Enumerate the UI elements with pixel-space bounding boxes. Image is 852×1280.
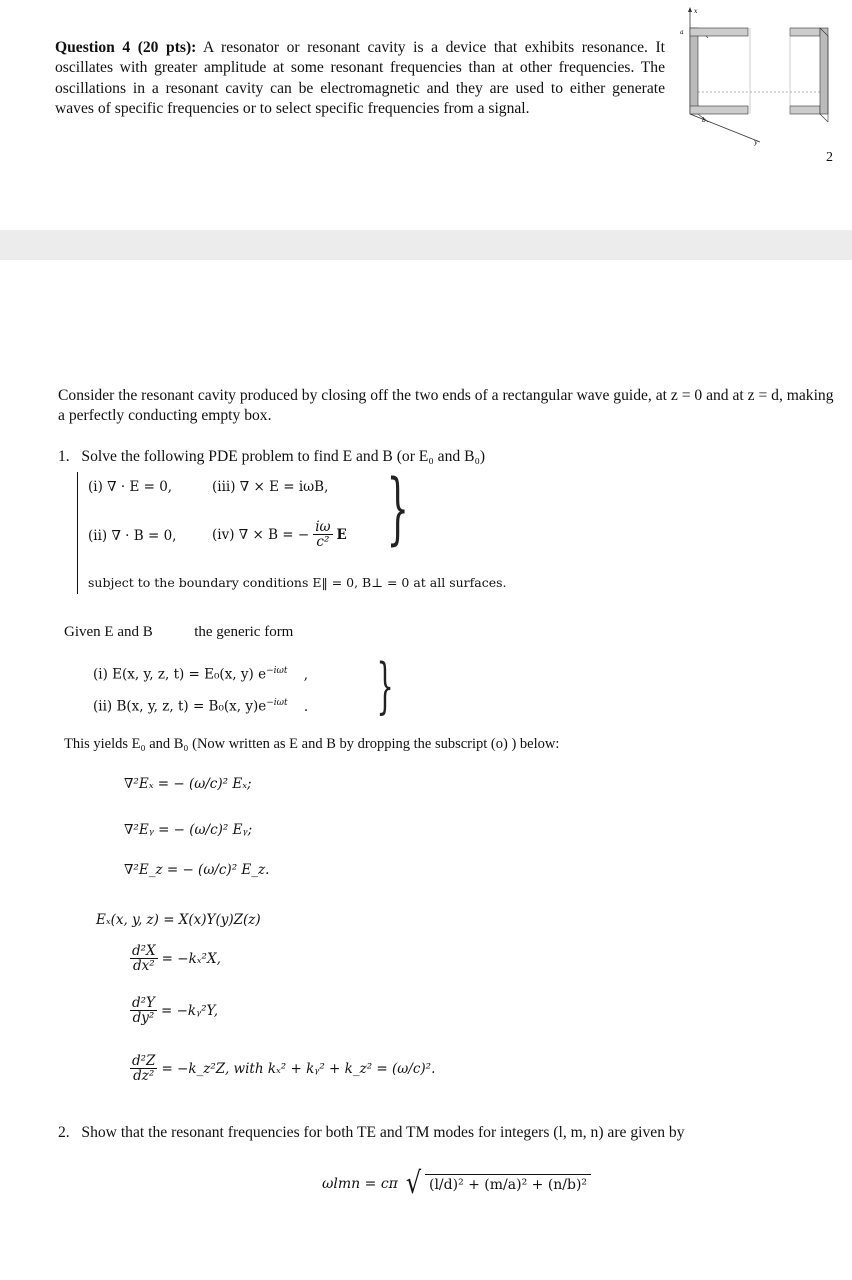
cavity-figure bbox=[678, 4, 848, 148]
generic-form-1-text: (i) E(x, y, z, t) = E₀(x, y) e bbox=[93, 666, 267, 683]
bottom-plate-left bbox=[690, 106, 748, 114]
pde-right-brace: } bbox=[386, 464, 409, 554]
ode-y-frac bbox=[130, 996, 157, 1025]
generic-form-brace: } bbox=[376, 651, 394, 721]
given-tail: the generic form bbox=[194, 624, 294, 640]
left-wall bbox=[690, 28, 698, 114]
sqrt-sign: √ bbox=[405, 1166, 422, 1201]
helmholtz-z: ∇²E_z = − (ω/c)² E_z. bbox=[124, 862, 270, 878]
item-2 bbox=[58, 1124, 685, 1142]
pde-eq-iv-num: iω bbox=[315, 519, 331, 535]
question-body: A resonator or resonant cavity is a device that exhibits resonance. It oscillates with greater amplitude at some resonant frequencies than at other frequencies. The oscillations in a resonant cavity can be electromagnetic and they are used to either generate waves of specific frequencies or to select specific frequencies from a signal. bbox=[55, 39, 666, 117]
pde-eq-iv-rhs: E bbox=[336, 526, 347, 543]
pde-eq-ii: (ii) ∇ · B = 0, bbox=[88, 528, 177, 544]
generic-form-2-end: . bbox=[303, 698, 309, 715]
label-axis-y: y bbox=[754, 139, 758, 146]
item-2-text: Show that the resonant frequencies for both TE and TM modes for integers (l, m, n) are given by bbox=[81, 1124, 685, 1141]
item-2-number: 2. bbox=[58, 1124, 70, 1141]
ode-x-rhs: = −kₓ²X, bbox=[161, 950, 221, 967]
resonant-frequency-formula bbox=[322, 1166, 591, 1201]
ode-z bbox=[130, 1054, 435, 1083]
item-1-text: Solve the following PDE problem to find E and B (or E₀ and B₀) bbox=[81, 448, 486, 465]
pde-box-line bbox=[77, 472, 78, 594]
pde-eq-iv-frac bbox=[313, 520, 332, 549]
top-plate-left bbox=[690, 28, 748, 36]
generic-form-2-exp: −iωt bbox=[266, 698, 288, 708]
ode-y-rhs: = −kᵧ²Y, bbox=[160, 1002, 219, 1019]
given-line bbox=[64, 624, 293, 641]
ode-y bbox=[130, 996, 218, 1025]
ode-x bbox=[130, 944, 221, 973]
generic-form-1 bbox=[93, 666, 308, 683]
ode-y-den: dy² bbox=[132, 1010, 155, 1026]
generic-form-2 bbox=[93, 698, 308, 715]
cavity-diagram bbox=[678, 4, 848, 148]
consider-paragraph: Consider the resonant cavity produced by closing off the two ends of a rectangular wave guide, at z = 0 and at z = d, making a perfectly conducting empty box. bbox=[58, 387, 834, 424]
yields-line: This yields E₀ and B₀ (Now written as E and B by dropping the subscript (o) ) below: bbox=[64, 736, 560, 752]
generic-form-1-end: , bbox=[303, 666, 309, 683]
given-lead: Given E and B bbox=[64, 624, 153, 640]
helmholtz-x: ∇²Eₓ = − (ω/c)² Eₓ; bbox=[124, 776, 252, 792]
right-wall bbox=[820, 28, 828, 114]
pde-eq-i: (i) ∇ · E = 0, bbox=[88, 479, 173, 495]
ode-z-den: dz² bbox=[133, 1068, 155, 1084]
ode-x-den: dx² bbox=[133, 958, 155, 974]
label-dim-b: b bbox=[702, 117, 706, 124]
top-plate-right bbox=[790, 28, 820, 36]
label-axis-x: x bbox=[694, 8, 698, 15]
separation-ansatz: Eₓ(x, y, z) = X(x)Y(y)Z(z) bbox=[96, 912, 261, 928]
page-separator bbox=[0, 230, 852, 260]
helmholtz-y: ∇²Eᵧ = − (ω/c)² Eᵧ; bbox=[124, 822, 253, 838]
formula-lhs: ωlmn = cπ bbox=[322, 1175, 398, 1192]
page-number: 2 bbox=[826, 150, 833, 165]
formula-rhs: (l/d)² + (m/a)² + (n/b)² bbox=[425, 1174, 591, 1193]
y-axis-line bbox=[690, 114, 760, 142]
question-text bbox=[55, 38, 665, 119]
label-dim-a: a bbox=[680, 29, 684, 36]
generic-form-1-exp: −iωt bbox=[266, 666, 288, 676]
ode-z-frac bbox=[130, 1054, 157, 1083]
pde-eq-iv-den: c² bbox=[316, 534, 330, 550]
x-axis-arrow bbox=[688, 7, 692, 12]
pde-eq-iii: (iii) ∇ × E = iωB, bbox=[212, 479, 329, 495]
ode-y-num: d²Y bbox=[132, 995, 155, 1011]
ode-x-frac bbox=[130, 944, 158, 973]
ode-z-num: d²Z bbox=[132, 1053, 156, 1069]
generic-form-2-text: (ii) B(x, y, z, t) = B₀(x, y)e bbox=[93, 698, 267, 715]
bottom-plate-right bbox=[790, 106, 820, 114]
item-1-number: 1. bbox=[58, 448, 70, 465]
pde-eq-iv bbox=[212, 520, 347, 549]
ode-x-num: d²X bbox=[132, 943, 156, 959]
pde-eq-iv-lhs: (iv) ∇ × B = − bbox=[212, 526, 310, 543]
boundary-conditions: subject to the boundary conditions E‖ = 0, B⊥ = 0 at all surfaces. bbox=[88, 575, 507, 590]
question-title: Question 4 (20 pts): bbox=[55, 39, 197, 56]
ode-z-rhs: = −k_z²Z, with kₓ² + kᵧ² + k_z² = (ω/c)². bbox=[161, 1060, 436, 1077]
item-1 bbox=[58, 448, 485, 466]
